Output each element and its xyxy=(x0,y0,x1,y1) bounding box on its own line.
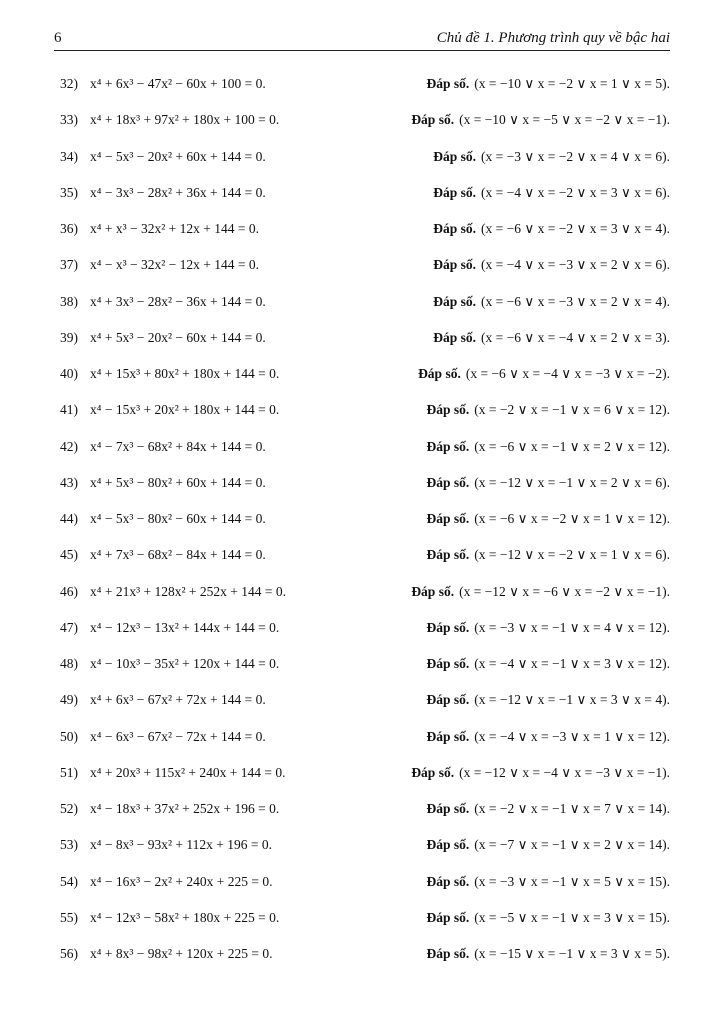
answer-value: (x = −12 ∨ x = −2 ∨ x = 1 ∨ x = 6). xyxy=(474,547,670,563)
problem-number: 48) xyxy=(60,656,78,672)
problem-row xyxy=(60,175,670,211)
problem-equation: x⁴ + 21x³ + 128x² + 252x + 144 = 0. xyxy=(90,583,286,599)
answer-label: Đáp số. xyxy=(426,656,470,672)
answer-label: Đáp số. xyxy=(426,474,470,490)
problem-statement xyxy=(60,76,266,92)
problem-answer xyxy=(427,910,670,926)
problem-number: 42) xyxy=(60,438,78,454)
problem-number: 33) xyxy=(60,112,78,128)
problem-answer xyxy=(433,149,670,165)
problem-statement xyxy=(60,257,259,273)
problem-row xyxy=(60,682,670,718)
answer-label: Đáp số. xyxy=(426,873,470,889)
problem-answer xyxy=(427,511,670,527)
problem-number: 54) xyxy=(60,873,78,889)
answer-label: Đáp số. xyxy=(411,583,455,599)
answer-value: (x = −4 ∨ x = −1 ∨ x = 3 ∨ x = 12). xyxy=(474,656,670,672)
answer-value: (x = −6 ∨ x = −1 ∨ x = 2 ∨ x = 12). xyxy=(474,438,670,454)
answer-value: (x = −12 ∨ x = −4 ∨ x = −3 ∨ x = −1). xyxy=(459,764,670,780)
answer-value: (x = −7 ∨ x = −1 ∨ x = 2 ∨ x = 14). xyxy=(474,837,670,853)
problem-statement xyxy=(60,946,273,962)
problem-answer xyxy=(427,874,670,890)
problem-row xyxy=(60,211,670,247)
problem-answer xyxy=(427,801,670,817)
problem-row xyxy=(60,537,670,573)
problem-equation: x⁴ − 8x³ − 93x² + 112x + 196 = 0. xyxy=(90,837,272,853)
problem-number: 45) xyxy=(60,547,78,563)
problem-row xyxy=(60,66,670,102)
answer-value: (x = −10 ∨ x = −5 ∨ x = −2 ∨ x = −1). xyxy=(459,112,670,128)
problem-answer xyxy=(427,402,670,418)
answer-label: Đáp số. xyxy=(433,184,477,200)
problem-number: 44) xyxy=(60,511,78,527)
answer-value: (x = −12 ∨ x = −6 ∨ x = −2 ∨ x = −1). xyxy=(459,583,670,599)
problem-statement xyxy=(60,112,279,128)
problem-equation: x⁴ − 3x³ − 28x² + 36x + 144 = 0. xyxy=(90,184,266,200)
problem-equation: x⁴ + 7x³ − 68x² − 84x + 144 = 0. xyxy=(90,547,266,563)
problem-statement xyxy=(60,837,272,853)
answer-label: Đáp số. xyxy=(426,837,470,853)
problem-answer xyxy=(427,475,670,491)
answer-value: (x = −15 ∨ x = −1 ∨ x = 3 ∨ x = 5). xyxy=(474,946,670,962)
problem-equation: x⁴ + 8x³ − 98x² + 120x + 225 = 0. xyxy=(90,946,273,962)
problem-row xyxy=(60,465,670,501)
answer-label: Đáp số. xyxy=(426,438,470,454)
problem-equation: x⁴ − 6x³ − 67x² − 72x + 144 = 0. xyxy=(90,728,266,744)
problem-row xyxy=(60,320,670,356)
problem-number: 47) xyxy=(60,619,78,635)
problem-row xyxy=(60,610,670,646)
problem-answer xyxy=(427,837,670,853)
problem-number: 36) xyxy=(60,221,78,237)
answer-label: Đáp số. xyxy=(411,112,455,128)
problem-equation: x⁴ + 20x³ + 115x² + 240x + 144 = 0. xyxy=(90,764,286,780)
problem-equation: x⁴ + 3x³ − 28x² − 36x + 144 = 0. xyxy=(90,293,266,309)
problem-row xyxy=(60,864,670,900)
problem-number: 38) xyxy=(60,293,78,309)
answer-label: Đáp số. xyxy=(433,148,477,164)
problem-statement xyxy=(60,584,286,600)
answer-value: (x = −12 ∨ x = −1 ∨ x = 3 ∨ x = 4). xyxy=(474,692,670,708)
problem-number: 52) xyxy=(60,801,78,817)
answer-value: (x = −4 ∨ x = −2 ∨ x = 3 ∨ x = 6). xyxy=(481,184,670,200)
problem-row xyxy=(60,392,670,428)
problem-statement xyxy=(60,475,266,491)
problem-equation: x⁴ + x³ − 32x² + 12x + 144 = 0. xyxy=(90,221,259,237)
answer-label: Đáp số. xyxy=(433,293,477,309)
problem-number: 51) xyxy=(60,764,78,780)
problem-answer xyxy=(411,584,670,600)
problem-row xyxy=(60,900,670,936)
problem-row xyxy=(60,247,670,283)
problem-statement xyxy=(60,185,266,201)
answer-value: (x = −5 ∨ x = −1 ∨ x = 3 ∨ x = 15). xyxy=(474,909,670,925)
problem-answer xyxy=(433,221,670,237)
problem-equation: x⁴ − 12x³ − 58x² + 180x + 225 = 0. xyxy=(90,909,280,925)
problem-row xyxy=(60,139,670,175)
problem-answer xyxy=(418,366,670,382)
problem-row xyxy=(60,356,670,392)
problem-statement xyxy=(60,547,266,563)
problem-answer xyxy=(433,294,670,310)
problem-statement xyxy=(60,765,286,781)
answer-label: Đáp số. xyxy=(411,764,455,780)
problem-statement xyxy=(60,402,279,418)
problem-number: 37) xyxy=(60,257,78,273)
answer-value: (x = −6 ∨ x = −4 ∨ x = −3 ∨ x = −2). xyxy=(465,366,670,382)
answer-label: Đáp số. xyxy=(426,76,470,92)
problem-number: 35) xyxy=(60,184,78,200)
answer-label: Đáp số. xyxy=(426,909,470,925)
problem-answer xyxy=(427,547,670,563)
answer-value: (x = −12 ∨ x = −1 ∨ x = 2 ∨ x = 6). xyxy=(474,474,670,490)
answer-label: Đáp số. xyxy=(426,619,470,635)
problem-statement xyxy=(60,366,279,382)
problem-answer xyxy=(427,946,670,962)
page-header xyxy=(54,28,670,51)
problem-statement xyxy=(60,910,279,926)
answer-value: (x = −2 ∨ x = −1 ∨ x = 6 ∨ x = 12). xyxy=(474,402,670,418)
answer-value: (x = −6 ∨ x = −4 ∨ x = 2 ∨ x = 3). xyxy=(481,329,670,345)
problem-number: 56) xyxy=(60,946,78,962)
problem-number: 53) xyxy=(60,837,78,853)
problem-equation: x⁴ + 5x³ − 20x² − 60x + 144 = 0. xyxy=(90,329,266,345)
problem-equation: x⁴ + 6x³ − 47x² − 60x + 100 = 0. xyxy=(90,76,266,92)
page-number: 6 xyxy=(54,30,62,46)
answer-label: Đáp số. xyxy=(418,366,461,382)
problem-number: 43) xyxy=(60,474,78,490)
problem-equation: x⁴ − 16x³ − 2x² + 240x + 225 = 0. xyxy=(90,873,273,889)
problem-statement xyxy=(60,801,279,817)
problem-row xyxy=(60,755,670,791)
problem-list xyxy=(60,66,670,972)
problem-row xyxy=(60,791,670,827)
problem-row xyxy=(60,936,670,972)
problem-statement xyxy=(60,874,273,890)
problem-statement xyxy=(60,692,266,708)
problem-row xyxy=(60,827,670,863)
problem-equation: x⁴ − 15x³ + 20x² + 180x + 144 = 0. xyxy=(90,402,280,418)
problem-statement xyxy=(60,511,266,527)
problem-answer xyxy=(427,439,670,455)
problem-number: 55) xyxy=(60,909,78,925)
problem-number: 41) xyxy=(60,402,78,418)
problem-equation: x⁴ − 7x³ − 68x² + 84x + 144 = 0. xyxy=(90,438,266,454)
answer-value: (x = −3 ∨ x = −1 ∨ x = 5 ∨ x = 15). xyxy=(474,873,670,889)
answer-label: Đáp số. xyxy=(426,402,470,418)
problem-statement xyxy=(60,221,259,237)
problem-number: 50) xyxy=(60,728,78,744)
problem-equation: x⁴ − 5x³ − 80x² − 60x + 144 = 0. xyxy=(90,511,266,527)
problem-answer xyxy=(411,765,670,781)
problem-answer xyxy=(433,257,670,273)
problem-number: 46) xyxy=(60,583,78,599)
problem-answer xyxy=(427,729,670,745)
problem-answer xyxy=(411,112,670,128)
problem-answer xyxy=(427,692,670,708)
problem-equation: x⁴ − 12x³ − 13x² + 144x + 144 = 0. xyxy=(90,619,280,635)
problem-statement xyxy=(60,656,279,672)
answer-label: Đáp số. xyxy=(433,257,477,273)
problem-statement xyxy=(60,620,279,636)
problem-row xyxy=(60,719,670,755)
running-title: Chủ đề 1. Phương trình quy về bậc hai xyxy=(436,30,670,46)
problem-equation: x⁴ + 15x³ + 80x² + 180x + 144 = 0. xyxy=(90,366,280,382)
answer-value: (x = −6 ∨ x = −2 ∨ x = 1 ∨ x = 12). xyxy=(474,511,670,527)
problem-equation: x⁴ − x³ − 32x² − 12x + 144 = 0. xyxy=(90,257,259,273)
problem-answer xyxy=(433,330,670,346)
problem-number: 34) xyxy=(60,148,78,164)
answer-label: Đáp số. xyxy=(426,728,470,744)
problem-answer xyxy=(427,620,670,636)
answer-label: Đáp số. xyxy=(426,547,470,563)
problem-row xyxy=(60,501,670,537)
answer-label: Đáp số. xyxy=(426,801,470,817)
problem-equation: x⁴ + 5x³ − 80x² + 60x + 144 = 0. xyxy=(90,474,266,490)
answer-value: (x = −6 ∨ x = −3 ∨ x = 2 ∨ x = 4). xyxy=(481,293,670,309)
problem-equation: x⁴ − 10x³ − 35x² + 120x + 144 = 0. xyxy=(90,656,280,672)
problem-answer xyxy=(433,185,670,201)
answer-value: (x = −2 ∨ x = −1 ∨ x = 7 ∨ x = 14). xyxy=(474,801,670,817)
problem-statement xyxy=(60,294,266,310)
problem-number: 39) xyxy=(60,329,78,345)
answer-value: (x = −4 ∨ x = −3 ∨ x = 1 ∨ x = 12). xyxy=(474,728,670,744)
answer-label: Đáp số. xyxy=(433,329,477,345)
problem-row xyxy=(60,429,670,465)
answer-label: Đáp số. xyxy=(426,946,470,962)
problem-answer xyxy=(427,76,670,92)
answer-label: Đáp số. xyxy=(433,221,477,237)
problem-answer xyxy=(427,656,670,672)
problem-statement xyxy=(60,330,266,346)
answer-value: (x = −3 ∨ x = −2 ∨ x = 4 ∨ x = 6). xyxy=(481,148,670,164)
problem-row xyxy=(60,574,670,610)
problem-statement xyxy=(60,439,266,455)
problem-equation: x⁴ − 18x³ + 37x² + 252x + 196 = 0. xyxy=(90,801,280,817)
answer-value: (x = −3 ∨ x = −1 ∨ x = 4 ∨ x = 12). xyxy=(474,619,670,635)
answer-label: Đáp số. xyxy=(426,692,470,708)
problem-row xyxy=(60,646,670,682)
problem-number: 40) xyxy=(60,366,78,382)
problem-row xyxy=(60,284,670,320)
problem-statement xyxy=(60,149,266,165)
problem-row xyxy=(60,102,670,138)
problem-number: 32) xyxy=(60,76,78,92)
problem-number: 49) xyxy=(60,692,78,708)
problem-equation: x⁴ + 6x³ − 67x² + 72x + 144 = 0. xyxy=(90,692,266,708)
problem-statement xyxy=(60,729,266,745)
problem-equation: x⁴ − 5x³ − 20x² + 60x + 144 = 0. xyxy=(90,148,266,164)
answer-value: (x = −6 ∨ x = −2 ∨ x = 3 ∨ x = 4). xyxy=(481,221,670,237)
answer-label: Đáp số. xyxy=(426,511,470,527)
answer-value: (x = −4 ∨ x = −3 ∨ x = 2 ∨ x = 6). xyxy=(481,257,670,273)
answer-value: (x = −10 ∨ x = −2 ∨ x = 1 ∨ x = 5). xyxy=(474,76,670,92)
problem-equation: x⁴ + 18x³ + 97x² + 180x + 100 = 0. xyxy=(90,112,280,128)
